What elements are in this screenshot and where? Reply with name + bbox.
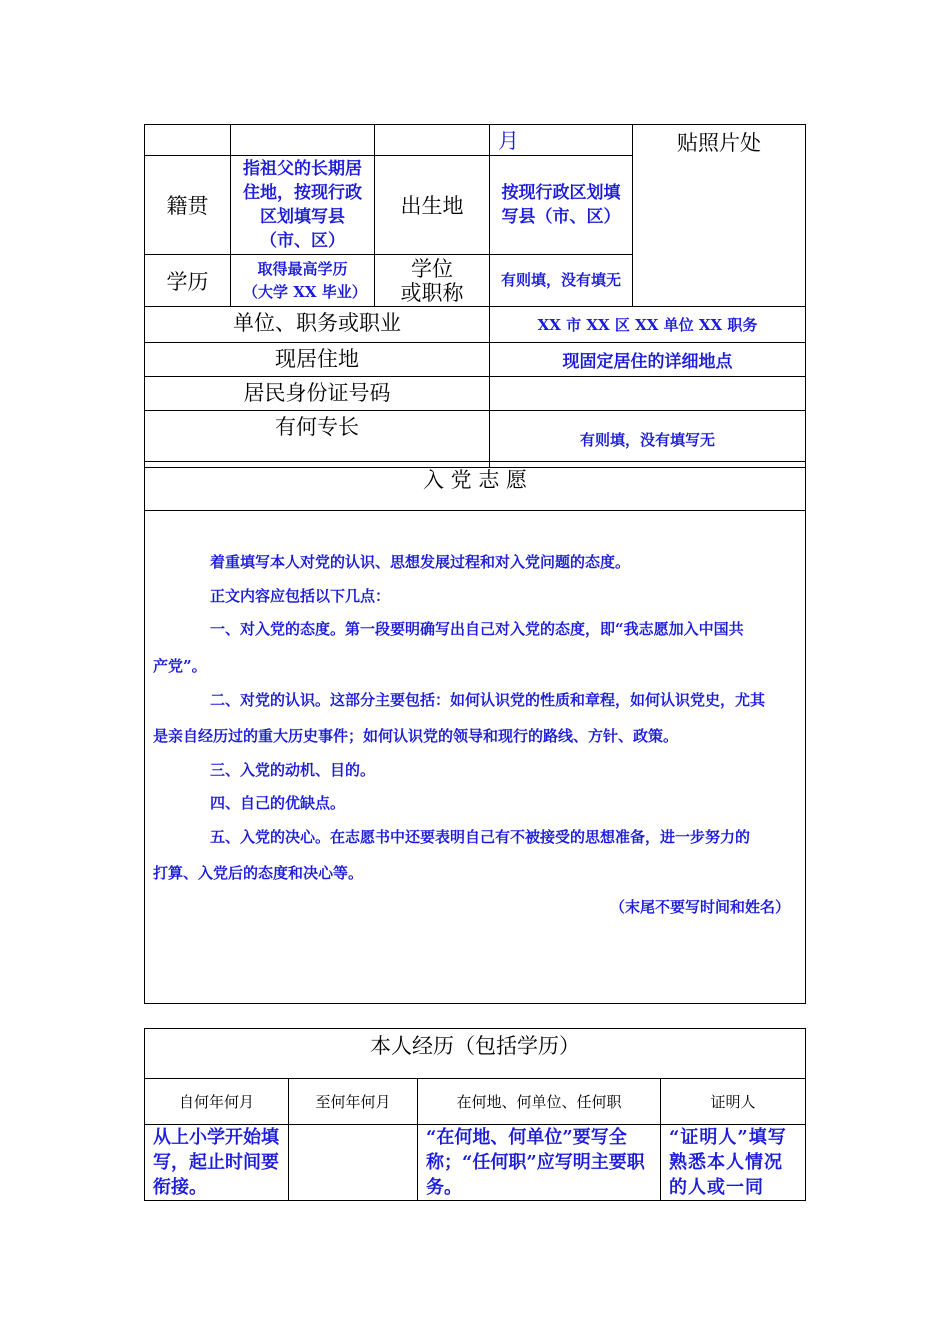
month-label: 月 (498, 129, 519, 153)
education-cell (231, 255, 375, 307)
month-cell (490, 125, 633, 156)
application-paragraph: 三、入党的动机、目的。 (210, 761, 376, 779)
row-witness-cell (661, 1125, 806, 1201)
photo-cell (633, 125, 806, 307)
application-paragraph: 正文内容应包括以下几点： (210, 587, 391, 605)
residence-label: 现居住地 (145, 343, 490, 377)
degree-cell (490, 255, 633, 307)
id-label: 居民身份证号码 (145, 377, 490, 411)
specialty-label: 有何专长 (145, 411, 490, 468)
header-where: 在何地、何单位、任何职 (418, 1079, 661, 1125)
application-paragraph: 五、入党的决心。在志愿书中还要表明自己有不被接受的思想准备，进一步努力的 (210, 828, 751, 846)
native-place-hint: 指祖父的长期居住地，按现行政区划填写县（市、区） (243, 159, 362, 251)
row-witness: “证明人”填写熟悉本人情况的人或一同 (669, 1127, 787, 1198)
work-label: 单位、职务或职业 (145, 307, 490, 343)
application-paragraph: 一、对入党的态度。第一段要明确写出自己对入党的态度，即“我志愿加入中国共 (210, 620, 744, 638)
birthplace-cell (490, 156, 633, 255)
degree-label-line2: 或职称 (400, 280, 464, 305)
application-title: 入 党 志 愿 (145, 462, 806, 511)
application-paragraph: 打算、入党后的态度和决心等。 (153, 864, 364, 882)
row-where-cell (418, 1125, 661, 1201)
row-from: 从上小学开始填写，起止时间要衔接。 (153, 1127, 279, 1198)
top-cell-3 (375, 125, 490, 156)
row-from-cell (145, 1125, 289, 1201)
native-place-label: 籍贯 (145, 156, 231, 255)
work-hint: XX 市 XX 区 XX 单位 XX 职务 (490, 307, 806, 343)
top-cell-2 (231, 125, 375, 156)
specialty-hint: 有则填，没有填写无 (490, 411, 806, 468)
degree-label-cell (375, 255, 490, 307)
application-paragraph: 四、自己的优缺点。 (210, 794, 346, 812)
birthplace-label: 出生地 (375, 156, 490, 255)
application-paragraph: 着重填写本人对党的认识、思想发展过程和对入党问题的态度。 (210, 553, 631, 571)
education-label: 学历 (145, 255, 231, 307)
application-paragraph: 二、对党的认识。这部分主要包括：如何认识党的性质和章程，如何认识党史，尤其 (210, 691, 766, 709)
header-witness: 证明人 (661, 1079, 806, 1125)
header-to: 至何年何月 (289, 1079, 418, 1125)
id-value (490, 377, 806, 411)
native-place-cell (231, 156, 375, 255)
residence-hint: 现固定居住的详细地点 (490, 343, 806, 377)
closing-note: （末尾不要写时间和姓名） (609, 898, 790, 916)
header-from: 自何年何月 (145, 1079, 289, 1125)
photo-label: 贴照片处 (677, 131, 761, 155)
application-paragraph: 产党”。 (153, 657, 207, 675)
row-where: “在何地、何单位”要写全称；“任何职”应写明主要职务。 (426, 1127, 645, 1198)
education-hint: 取得最高学历（大学 XX 毕业） (243, 259, 367, 301)
basic-info-table (144, 124, 806, 468)
application-paragraph: 是亲自经历过的重大历史事件；如何认识党的领导和现行的路线、方针、政策。 (153, 727, 679, 745)
row-to (289, 1125, 418, 1201)
experience-title: 本人经历（包括学历） (145, 1029, 806, 1079)
experience-table (144, 1028, 806, 1201)
birthplace-hint: 按现行政区划填写县（市、区） (501, 183, 621, 227)
degree-hint: 有则填，没有填无 (500, 271, 621, 289)
degree-label-line1: 学位 (411, 256, 453, 281)
top-cell-1 (145, 125, 231, 156)
